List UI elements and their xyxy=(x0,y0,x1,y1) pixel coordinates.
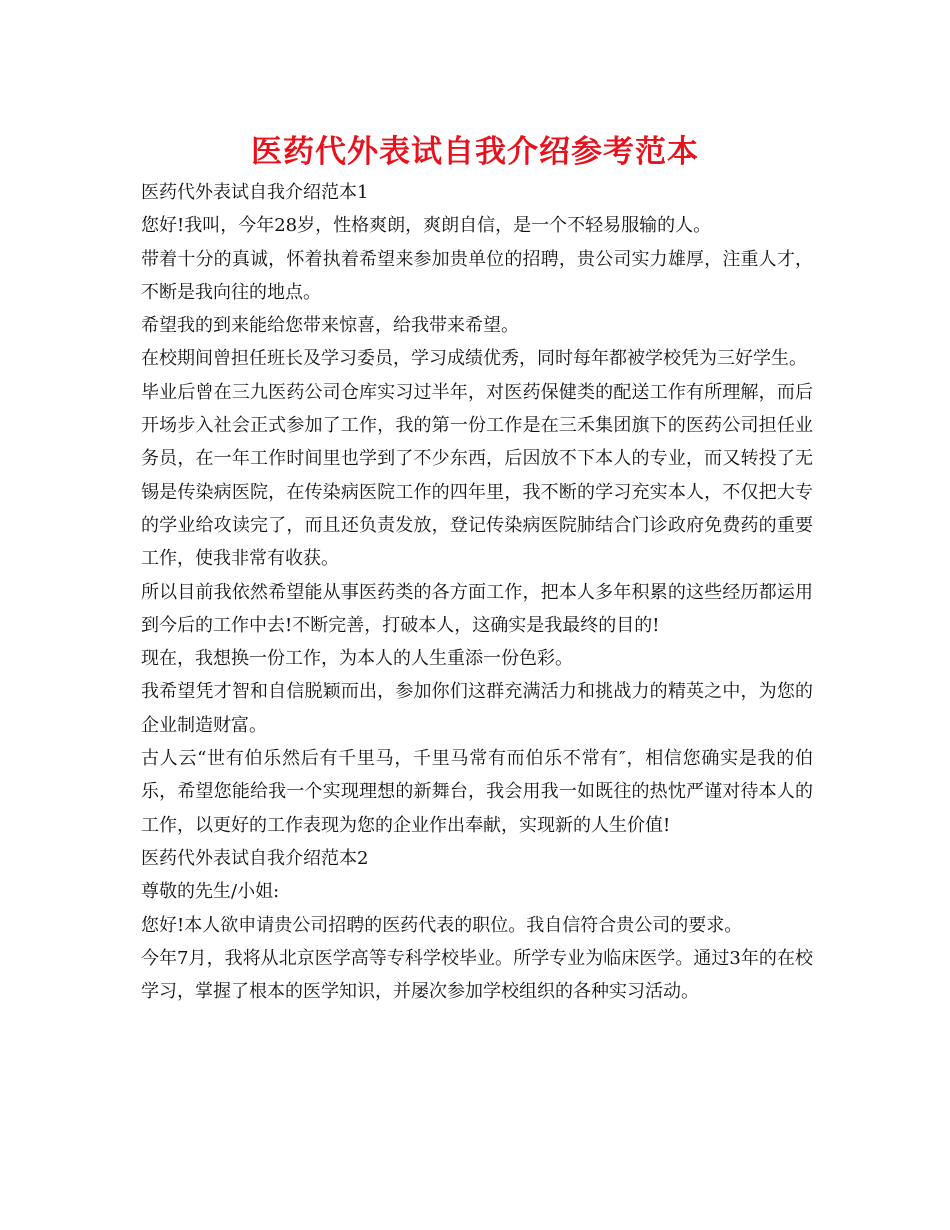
paragraph: 今年7月，我将从北京医学高等专科学校毕业。所学专业为临床医学。通过3年的在校学习，掌握了根本的医学知识，并屡次参加学校组织的各种实习活动。 xyxy=(141,947,813,1003)
paragraph: 现在，我想换一份工作，为本人的人生重添一份色彩。 xyxy=(141,648,573,670)
section-heading-2: 医药代外表试自我介绍范本2 xyxy=(141,847,369,869)
paragraph: 所以目前我依然希望能从事医药类的各方面工作，把本人多年积累的这些经历都运用到今后的工作中去!不断完善，打破本人，这确实是我最终的目的! xyxy=(141,581,813,636)
paragraph: 我希望凭才智和自信脱颖而出，参加你们这群充满活力和挑战力的精英之中，为您的企业制造财富。 xyxy=(141,681,813,736)
paragraph: 您好!我叫，今年28岁，性格爽朗，爽朗自信，是一个不轻易服输的人。 xyxy=(141,215,712,237)
paragraph: 带着十分的真诚，怀着执着希望来参加贵单位的招聘，贵公司实力雄厚，注重人才，不断是我向往的地点。 xyxy=(141,248,813,303)
paragraph: 古人云“世有伯乐然后有千里马，千里马常有而伯乐不常有″，相信您确实是我的伯乐，希望您能给我一个实现理想的新舞台，我会用我一如既往的热忱严谨对待本人的工作，以更好的工作表现为您的企业作出奉献，实现新的人生价值! xyxy=(141,748,813,836)
paragraph: 在校期间曾担任班长及学习委员，学习成绩优秀，同时每年都被学校凭为三好学生。 xyxy=(141,348,807,370)
paragraph: 您好!本人欲申请贵公司招聘的医药代表的职位。我自信符合贵公司的要求。 xyxy=(141,914,743,936)
salutation: 尊敬的先生/小姐: xyxy=(141,881,280,903)
paragraph: 毕业后曾在三九医药公司仓库实习过半年，对医药保健类的配送工作有所理解，而后开场步入社会正式参加了工作，我的第一份工作是在三禾集团旗下的医药公司担任业务员，在一年工作时间里也学到了不少东西，后因放不下本人的专业，而又转投了无锡是传染病医院，在传染病医院工作的四年里，我不断的学习充实本人，不仅把大专的学业给攻读完了，而且还负责发放，登记传染病医院肺结合门诊政府免费药的重要工作，使我非常有收获。 xyxy=(141,381,813,570)
document-title: 医药代外表试自我介绍参考范本 xyxy=(251,134,699,170)
document-body xyxy=(141,176,813,1008)
section-heading-1: 医药代外表试自我介绍范本1 xyxy=(141,182,369,203)
paragraph: 希望我的到来能给您带来惊喜，给我带来希望。 xyxy=(141,315,519,337)
